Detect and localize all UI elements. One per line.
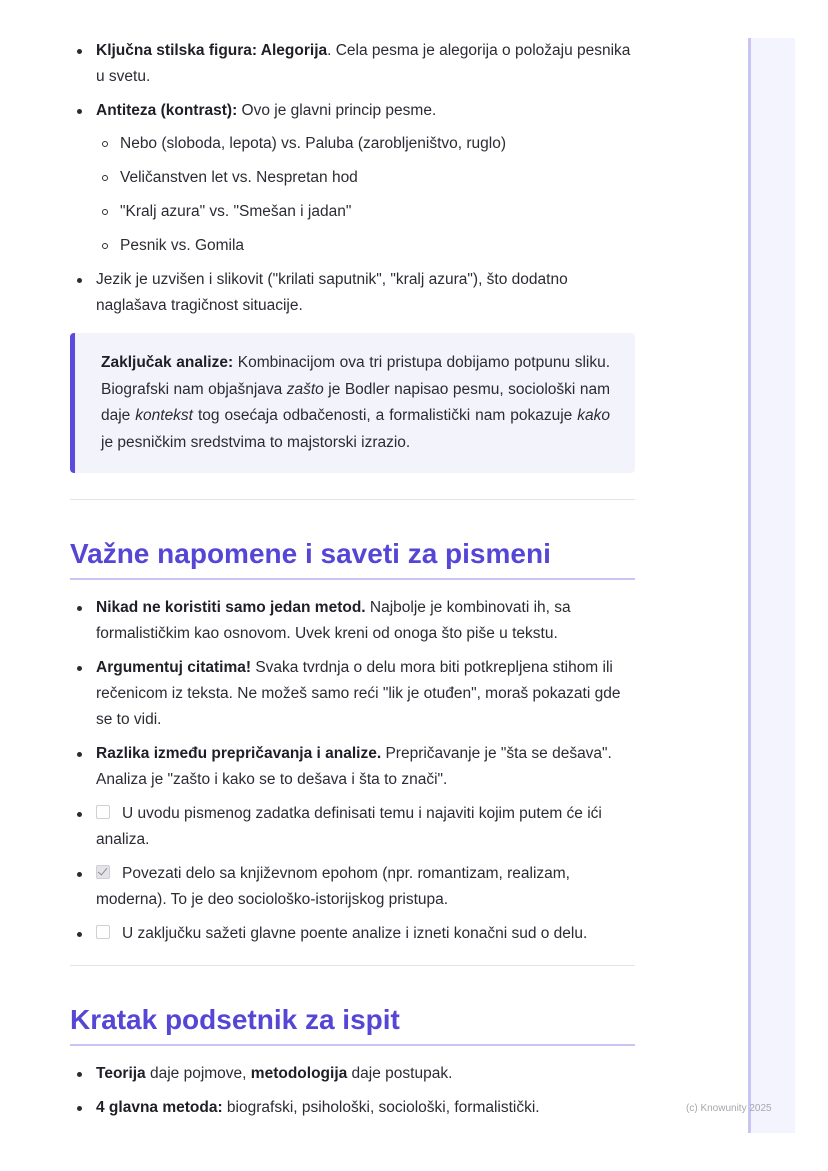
list-item: 4 glavna metoda: biografski, psihološki, sociološki, formalistički. [70, 1095, 635, 1121]
list-item: Nikad ne koristiti samo jedan metod. Najbolje je kombinovati ih, sa formalističkim kao osnovom. Uvek kreni od onoga što piše u tekstu. [70, 595, 635, 647]
section-divider [70, 499, 635, 500]
analysis-list [70, 38, 635, 319]
checkbox-checked[interactable] [96, 865, 110, 879]
section-divider [70, 965, 635, 966]
checklist-item: Povezati delo sa književnom epohom (npr. romantizam, realizam, moderna). To je deo sociološko-istorijskog pristupa. [70, 861, 635, 913]
list-item: Argumentuj citatima! Svaka tvrdnja o delu mora biti potkrepljena stihom ili rečenicom iz teksta. Ne možeš samo reći "lik je otuđen", moraš pokazati gde se to vidi. [70, 655, 635, 733]
list-item: Antiteza (kontrast): Ovo je glavni princip pesme. Nebo (sloboda, lepota) vs. Paluba (zarobljeništvo, ruglo) Veličanstven let vs. Nespretan hod "Kralj azura" vs. "Smešan i jadan" Pesnik vs. Gomila [70, 98, 635, 259]
copyright-watermark: (c) Knowunity 2025 [686, 1103, 772, 1114]
sub-list-item: Nebo (sloboda, lepota) vs. Paluba (zarobljeništvo, ruglo) [96, 131, 635, 157]
section-heading-tips: Važne napomene i saveti za pismeni [70, 536, 635, 580]
checklist-item: U zaključku sažeti glavne poente analize i izneti konačni sud o delu. [70, 921, 635, 947]
section-heading-reminder: Kratak podsetnik za ispit [70, 1002, 635, 1046]
sub-list-item: Pesnik vs. Gomila [96, 233, 635, 259]
list-item: Teorija daje pojmove, metodologija daje postupak. [70, 1061, 635, 1087]
checkbox-unchecked[interactable] [96, 925, 110, 939]
list-item: Jezik je uzvišen i slikovit ("krilati saputnik", "kralj azura"), što dodatno naglašava tragičnost situacije. [70, 267, 635, 319]
checkbox-unchecked[interactable] [96, 805, 110, 819]
antithesis-sublist [96, 131, 635, 259]
tips-list [70, 595, 635, 947]
conclusion-callout: Zaključak analize: Kombinacijom ova tri pristupa dobijamo potpunu sliku. Biografski nam objašnjava zašto je Bodler napisao pesmu, sociološki nam daje kontekst tog osećaja odbačenosti, a formalistički nam pokazuje kako je pesničkim sredstvima to majstorski izrazio. [70, 333, 635, 473]
sub-list-item: Veličanstven let vs. Nespretan hod [96, 165, 635, 191]
document-content [70, 38, 635, 1129]
checklist-item: U uvodu pismenog zadatka definisati temu i najaviti kojim putem će ići analiza. [70, 801, 635, 853]
list-item: Ključna stilska figura: Alegorija. Cela pesma je alegorija o položaju pesnika u svetu. [70, 38, 635, 90]
page-sidebar [748, 38, 795, 1133]
reminder-list [70, 1061, 635, 1121]
sub-list-item: "Kralj azura" vs. "Smešan i jadan" [96, 199, 635, 225]
list-item: Razlika između prepričavanja i analize. Prepričavanje je "šta se dešava". Analiza je "zašto i kako se to dešava i šta to znači". [70, 741, 635, 793]
